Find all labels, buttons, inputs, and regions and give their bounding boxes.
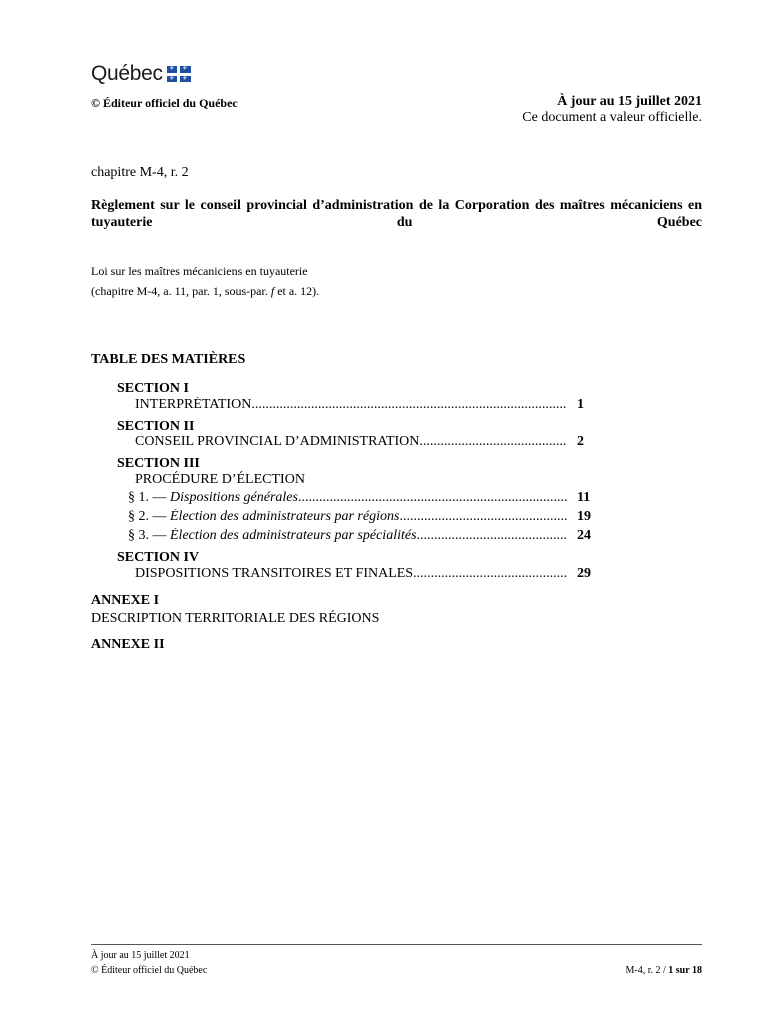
- logo-text: Québec: [91, 62, 163, 85]
- footer-publisher: © Éditeur officiel du Québec: [91, 965, 208, 976]
- toc-subsection-1[interactable]: § 1. — Dispositions générales .....: [128, 490, 567, 506]
- publisher-header: © Éditeur officiel du Québec: [91, 96, 238, 110]
- update-date: À jour au 15 juillet 2021: [557, 94, 702, 109]
- chapter-reference: chapitre M-4, r. 2: [91, 165, 189, 180]
- toc-subsection-2[interactable]: § 2. — Élection des administrateurs par régions .....: [128, 509, 567, 525]
- toc-annex-2-label[interactable]: ANNEXE II: [91, 637, 165, 652]
- toc-page-number: 24: [577, 528, 591, 543]
- document-title: Règlement sur le conseil provincial d’administration de la Corporation des maîtres mécaniciens en tuyauterie du Québec: [91, 198, 702, 230]
- enabling-law-citation: (chapitre M-4, a. 11, par. 1, sous-par. f et a. 12).: [91, 284, 320, 298]
- quebec-flag-icon: ⚜ ⚜ ⚜ ⚜: [167, 66, 191, 82]
- toc-page-number: 29: [577, 566, 591, 581]
- toc-annex-1-title[interactable]: DESCRIPTION TERRITORIALE DES RÉGIONS: [91, 611, 380, 626]
- toc-entry-dispositions[interactable]: DISPOSITIONS TRANSITOIRES ET FINALES .....: [135, 566, 567, 582]
- toc-page-number: 19: [577, 509, 591, 524]
- toc-section-label: SECTION III: [117, 456, 200, 471]
- footer-rule: [91, 944, 702, 945]
- toc-entry-procedure[interactable]: PROCÉDURE D’ÉLECTION: [135, 472, 305, 487]
- toc-subsection-3[interactable]: § 3. — Élection des administrateurs par spécialités .....: [128, 528, 567, 544]
- toc-page-number: 1: [577, 397, 584, 412]
- toc-section-label: SECTION IV: [117, 550, 200, 565]
- toc-entry-interpretation[interactable]: INTERPRÉTATION .....: [135, 397, 567, 413]
- footer-page-reference: M-4, r. 2 / 1 sur 18: [625, 965, 702, 976]
- toc-entry-conseil[interactable]: CONSEIL PROVINCIAL D’ADMINISTRATION .....: [135, 434, 567, 450]
- enabling-law: Loi sur les maîtres mécaniciens en tuyauterie: [91, 264, 308, 278]
- toc-page-number: 2: [577, 434, 584, 449]
- toc-page-number: 11: [577, 490, 591, 505]
- quebec-logo: [91, 62, 191, 86]
- official-note: Ce document a valeur officielle.: [522, 110, 702, 125]
- footer-update-date: À jour au 15 juillet 2021: [91, 950, 190, 961]
- toc-annex-1-label: ANNEXE I: [91, 593, 160, 608]
- toc-section-label: SECTION II: [117, 419, 195, 434]
- toc-section-label: SECTION I: [117, 381, 189, 396]
- toc-heading: TABLE DES MATIÈRES: [91, 352, 246, 367]
